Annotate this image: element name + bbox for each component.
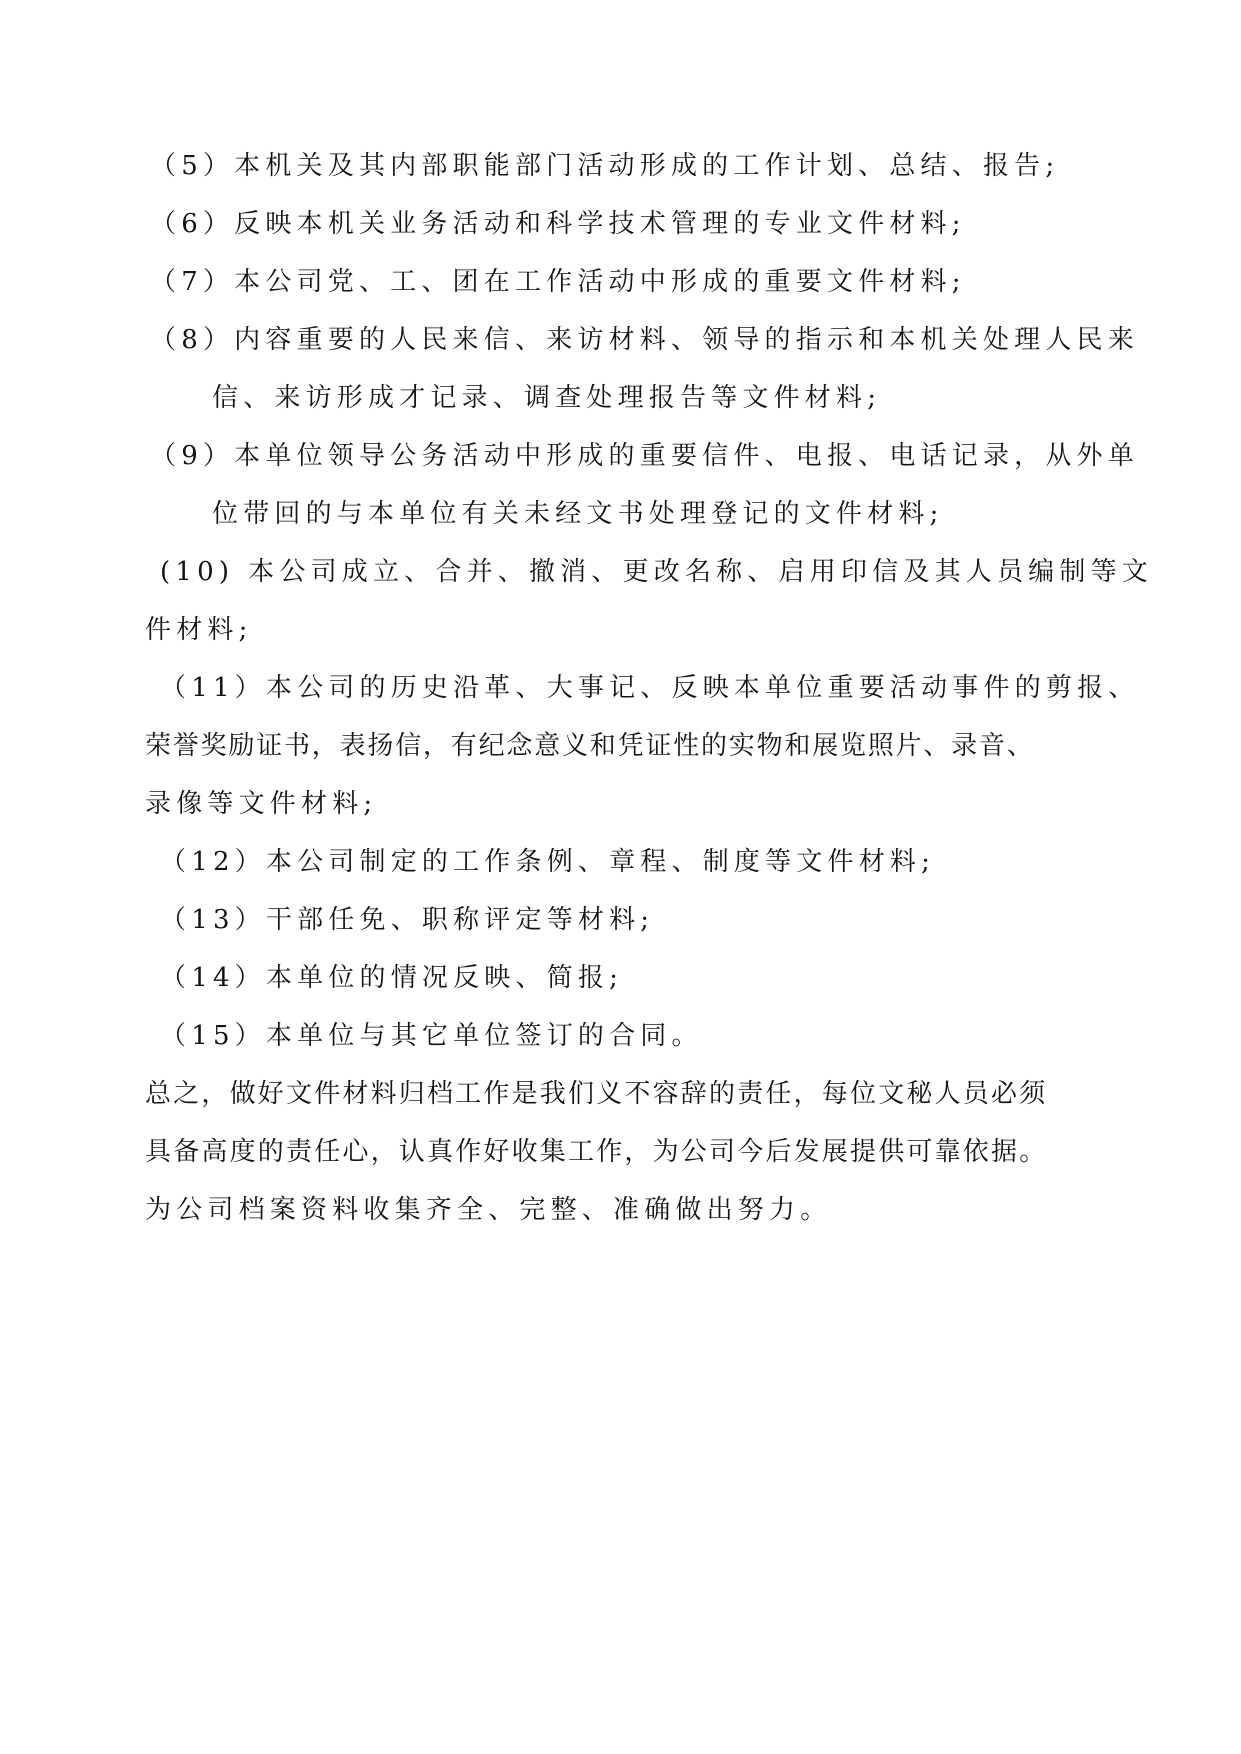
item-number: （7） — [150, 267, 235, 297]
item-text: 本公司党、工、团在工作活动中形成的重要文件材料; — [234, 267, 966, 297]
item-text: 本单位领导公务活动中形成的重要信件、电报、电话记录，从外单 — [234, 441, 1139, 471]
conclusion-line-2: 具备高度的责任心，认真作好收集工作，为公司今后发展提供可靠依据。 — [145, 1137, 1048, 1167]
item-text: 内容重要的人民来信、来访材料、领导的指示和本机关处理人民来 — [234, 325, 1139, 355]
list-item-9 — [150, 436, 1139, 476]
item-text: 本公司制定的工作条例、章程、制度等文件材料; — [265, 847, 936, 877]
list-item-6 — [150, 204, 966, 244]
item-number: （15） — [160, 1021, 266, 1051]
item-text: 本公司成立、合并、撤消、更改名称、启用印信及其人员编制等文 — [248, 557, 1153, 587]
list-item-15 — [160, 1016, 703, 1056]
item-text: 本公司的历史沿革、大事记、反映本单位重要活动事件的剪报、 — [265, 673, 1140, 703]
item-continuation: 荣誉奖励证书，表扬信，有纪念意义和凭证性的实物和展览照片、录音、 — [145, 731, 1035, 761]
item-text: 本单位的情况反映、简报; — [265, 963, 624, 993]
list-item-12 — [160, 842, 935, 882]
item-continuation: 位带回的与本单位有关未经文书处理登记的文件材料; — [212, 499, 944, 529]
item-continuation: 录像等文件材料; — [145, 789, 378, 819]
item-number: （9） — [150, 441, 235, 471]
list-item-10 — [160, 552, 1153, 592]
item-number: （12） — [160, 847, 266, 877]
item-number: （11） — [160, 673, 266, 703]
item-text: 反映本机关业务活动和科学技术管理的专业文件材料; — [234, 209, 966, 239]
conclusion-line-1: 总之，做好文件材料归档工作是我们义不容辞的责任，每位文秘人员必须 — [145, 1079, 1048, 1109]
list-item-5 — [150, 146, 1059, 186]
item-text: 本机关及其内部职能部门活动形成的工作计划、总结、报告; — [234, 151, 1060, 181]
item-number: （6） — [150, 209, 235, 239]
item-text: 本单位与其它单位签订的合同。 — [265, 1021, 703, 1051]
item-number: (10) — [160, 557, 235, 587]
item-continuation: 件材料; — [145, 615, 253, 645]
item-number: （13） — [160, 905, 266, 935]
list-item-14 — [160, 958, 623, 998]
list-item-11 — [160, 668, 1140, 708]
item-text: 干部任免、职称评定等材料; — [265, 905, 655, 935]
item-number: （5） — [150, 151, 235, 181]
list-item-7 — [150, 262, 966, 302]
item-continuation: 信、来访形成才记录、调查处理报告等文件材料; — [212, 383, 882, 413]
item-number: （14） — [160, 963, 266, 993]
list-item-8 — [150, 320, 1139, 360]
item-number: （8） — [150, 325, 235, 355]
list-item-13 — [160, 900, 654, 940]
conclusion-line-3: 为公司档案资料收集齐全、完整、准确做出努力。 — [145, 1195, 832, 1225]
